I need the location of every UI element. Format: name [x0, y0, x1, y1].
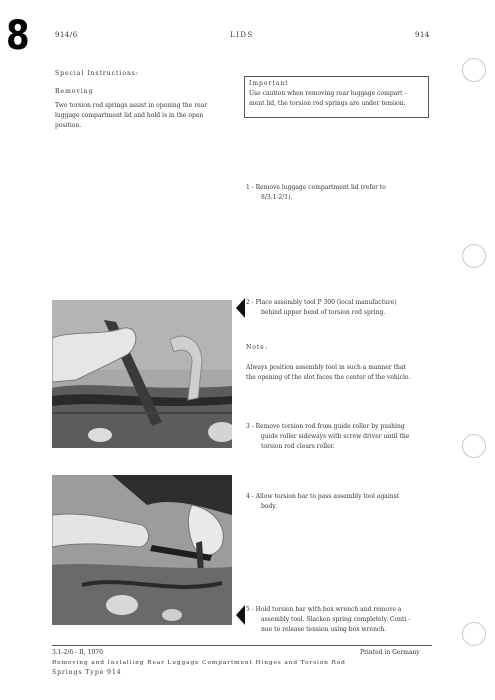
intro-line: luggage compartment lid and hold is in the open [55, 112, 204, 119]
section-number: 8 [6, 13, 30, 59]
step-line: torsion rod clears roller. [261, 443, 335, 450]
note-line: the opening of the slot faces the center of the vehicle. [246, 374, 411, 381]
important-title: Important [249, 80, 289, 87]
note-text [246, 363, 456, 383]
step-3 [246, 422, 456, 452]
binder-hole [462, 58, 486, 82]
step-4 [246, 492, 456, 512]
intro-text [55, 101, 235, 131]
important-box [244, 76, 429, 118]
footer-title-line: Removing and Installing Rear Luggage Compartment Hinges and Torsion Rod [52, 660, 346, 666]
note-title: Note: [246, 344, 268, 351]
important-line: ment lid, the torsion rod springs are under tension. [249, 100, 406, 107]
footer-divider [52, 645, 432, 646]
step-line: 8/3.1-2/1). [261, 194, 293, 201]
intro-line: Two torsion rod springs assist in opening the rear [55, 102, 208, 109]
step-line: guide roller sideways with screw driver until the [261, 433, 410, 440]
step-5 [246, 605, 456, 635]
footer-title-line: Springs Type 914 [52, 669, 122, 676]
footer-printed: Printed in Germany [360, 649, 420, 656]
step-line: 3 - Remove torsion rod from guide roller by pushing [246, 423, 405, 430]
footer-code: 3.1-2/6 - II, 1970 [52, 649, 103, 656]
step-line: nue to release tension using box wrench. [261, 626, 387, 633]
note-line: Always position assembly tool in such a manner that [246, 364, 406, 371]
binder-hole [462, 434, 486, 458]
header-chapter: LIDS [230, 31, 254, 39]
intro-line: position. [55, 122, 82, 129]
removing-heading: Removing [55, 88, 94, 95]
step-line: assembly tool. Slacken spring completely. Conti - [261, 616, 411, 623]
binder-hole [462, 622, 486, 646]
photo-assembly-tool-placement [52, 300, 232, 448]
step-line: 5 - Hold torsion bar with box wrench and remove a [246, 606, 402, 613]
step-1 [246, 183, 446, 203]
step-line: 1 - Remove luggage compartment lid (refer to [246, 184, 386, 191]
binder-hole [462, 244, 486, 268]
step-line: body. [261, 503, 277, 510]
step-line: 4 - Allow torsion bar to pass assembly tool against [246, 493, 400, 500]
step-line: 2 - Place assembly tool P 300 (local manufacture) [246, 299, 397, 306]
special-instructions-heading: Special Instructions: [55, 70, 139, 77]
important-line: Use caution when removing rear luggage compart - [249, 90, 407, 97]
photo-release-torsion-bar [52, 475, 232, 625]
step-2 [246, 298, 446, 318]
step-marker-icon [236, 605, 245, 625]
step-marker-icon [236, 298, 245, 318]
header-model: 914/6 [55, 31, 78, 39]
step-line: behind upper bend of torsion rod spring. [261, 309, 386, 316]
header-page-model: 914 [415, 31, 430, 39]
